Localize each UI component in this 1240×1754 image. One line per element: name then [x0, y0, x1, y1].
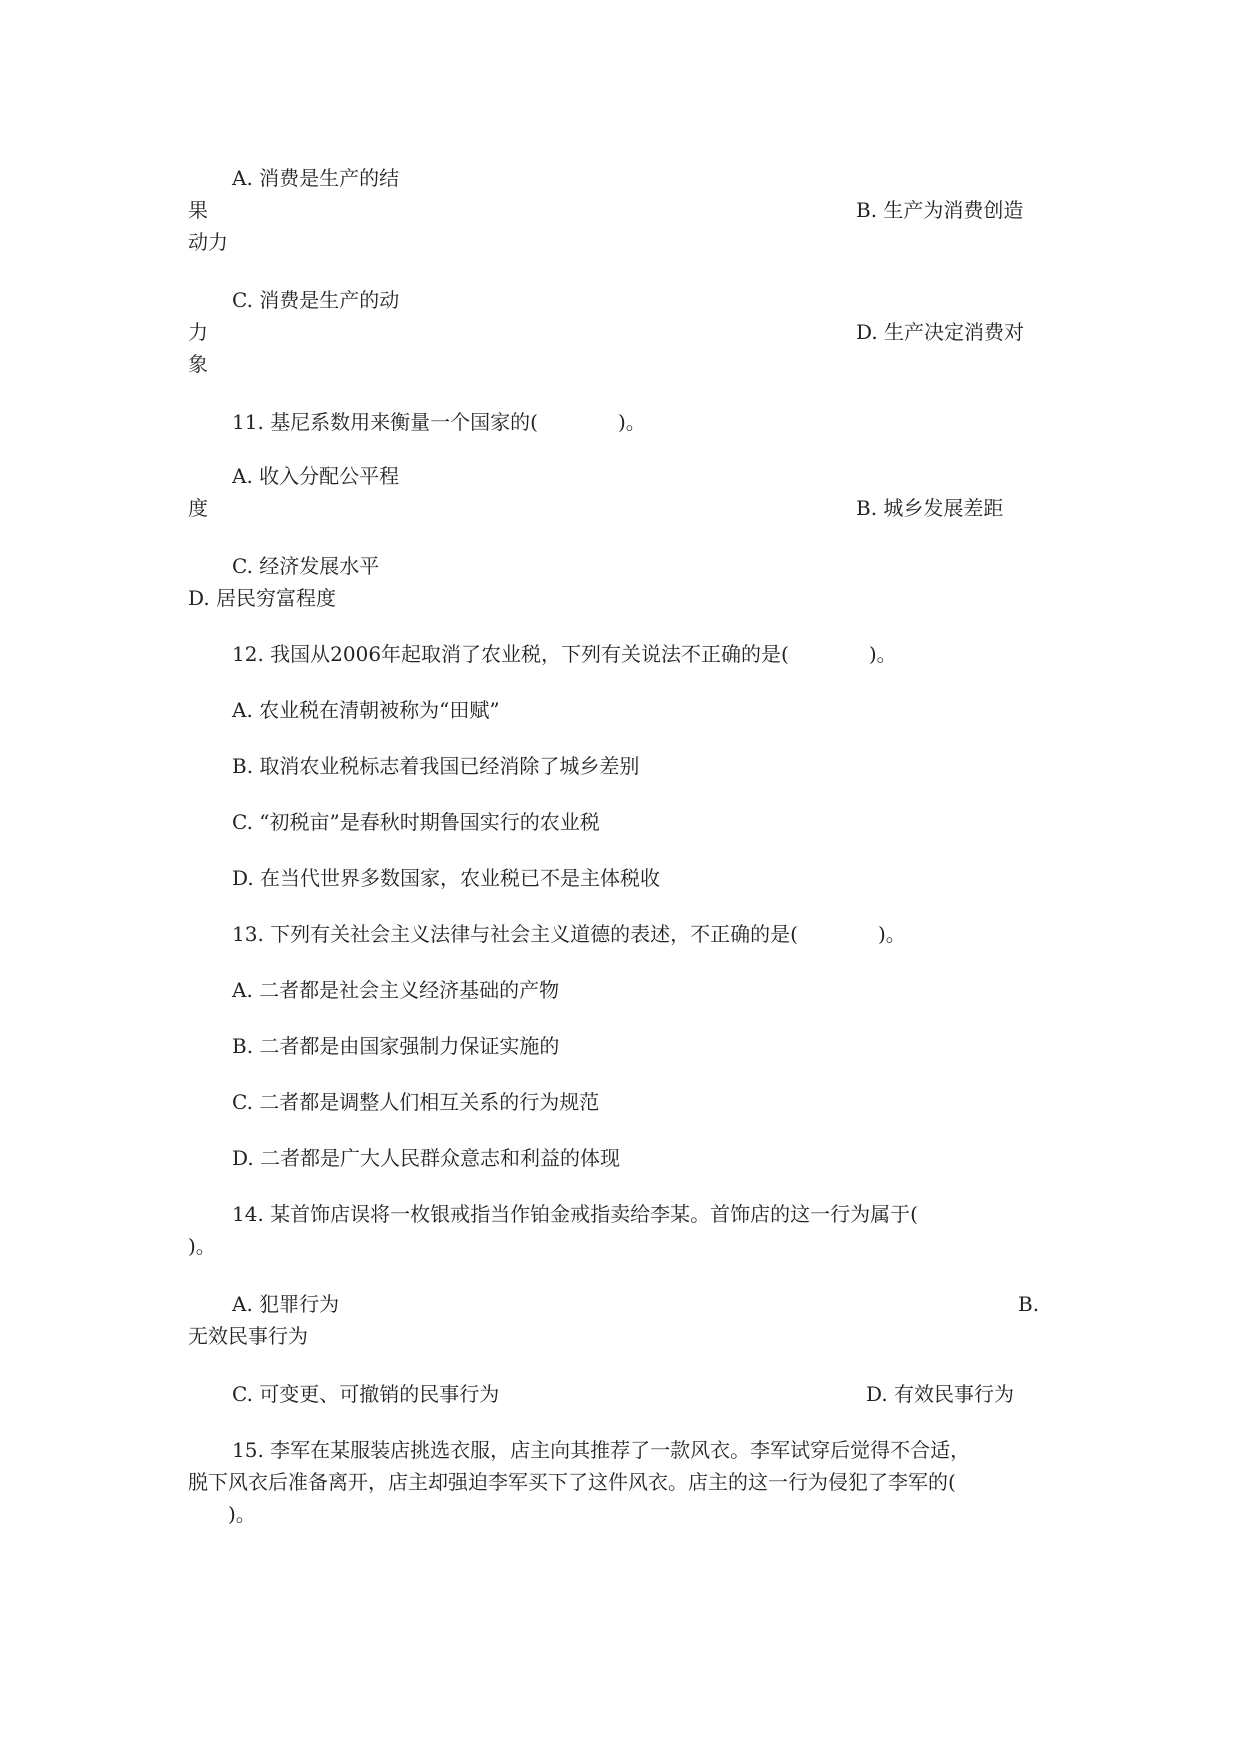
q14-option-b-letter: B. [1018, 1292, 1040, 1316]
q10-option-c-line2: 力 [188, 320, 208, 344]
q13-stem: 13. 下列有关社会主义法律与社会主义道德的表述，不正确的是( )。 [232, 922, 906, 946]
q14-stem-line2: )。 [188, 1234, 216, 1258]
q15-stem-line2: 脱下风衣后准备离开，店主却强迫李军买下了这件风衣。店主的这一行为侵犯了李军的( [188, 1470, 956, 1494]
q12-option-b: B. 取消农业税标志着我国已经消除了城乡差别 [232, 754, 640, 778]
q10-option-b-line2: 动力 [188, 230, 228, 254]
q13-option-c: C. 二者都是调整人们相互关系的行为规范 [232, 1090, 600, 1114]
q11-option-a-line1: A. 收入分配公平程 [232, 464, 400, 488]
q11-option-b: B. 城乡发展差距 [856, 496, 1004, 520]
q10-option-a-line1: A. 消费是生产的结 [232, 166, 400, 190]
q13-option-d: D. 二者都是广大人民群众意志和利益的体现 [232, 1146, 621, 1170]
q10-option-a-line2: 果 [188, 198, 208, 222]
q11-option-a-line2: 度 [188, 496, 208, 520]
q12-option-a: A. 农业税在清朝被称为“田赋” [232, 698, 500, 722]
q14-option-d: D. 有效民事行为 [866, 1382, 1015, 1406]
q14-option-b-text: 无效民事行为 [188, 1324, 308, 1348]
q14-option-a: A. 犯罪行为 [232, 1292, 340, 1316]
q12-option-d: D. 在当代世界多数国家，农业税已不是主体税收 [232, 866, 661, 890]
q10-option-d-line2: 象 [188, 352, 208, 376]
q15-stem-line1: 15. 李军在某服装店挑选衣服，店主向其推荐了一款风衣。李军试穿后觉得不合适， [232, 1438, 971, 1462]
q11-stem: 11. 基尼系数用来衡量一个国家的( )。 [232, 410, 646, 434]
q14-option-c: C. 可变更、可撤销的民事行为 [232, 1382, 500, 1406]
q12-stem: 12. 我国从2006年起取消了农业税，下列有关说法不正确的是( )。 [232, 642, 897, 666]
q10-option-c-line1: C. 消费是生产的动 [232, 288, 400, 312]
q11-option-d: D. 居民穷富程度 [188, 586, 337, 610]
q10-option-d-line1: D. 生产决定消费对 [856, 320, 1025, 344]
q14-stem-line1: 14. 某首饰店误将一枚银戒指当作铂金戒指卖给李某。首饰店的这一行为属于( [232, 1202, 918, 1226]
q12-option-c: C. “初税亩”是春秋时期鲁国实行的农业税 [232, 810, 600, 834]
q13-option-b: B. 二者都是由国家强制力保证实施的 [232, 1034, 560, 1058]
q13-option-a: A. 二者都是社会主义经济基础的产物 [232, 978, 560, 1002]
q11-option-c: C. 经济发展水平 [232, 554, 380, 578]
q15-stem-line3: )。 [188, 1502, 256, 1526]
q10-option-b-line1: B. 生产为消费创造 [856, 198, 1024, 222]
